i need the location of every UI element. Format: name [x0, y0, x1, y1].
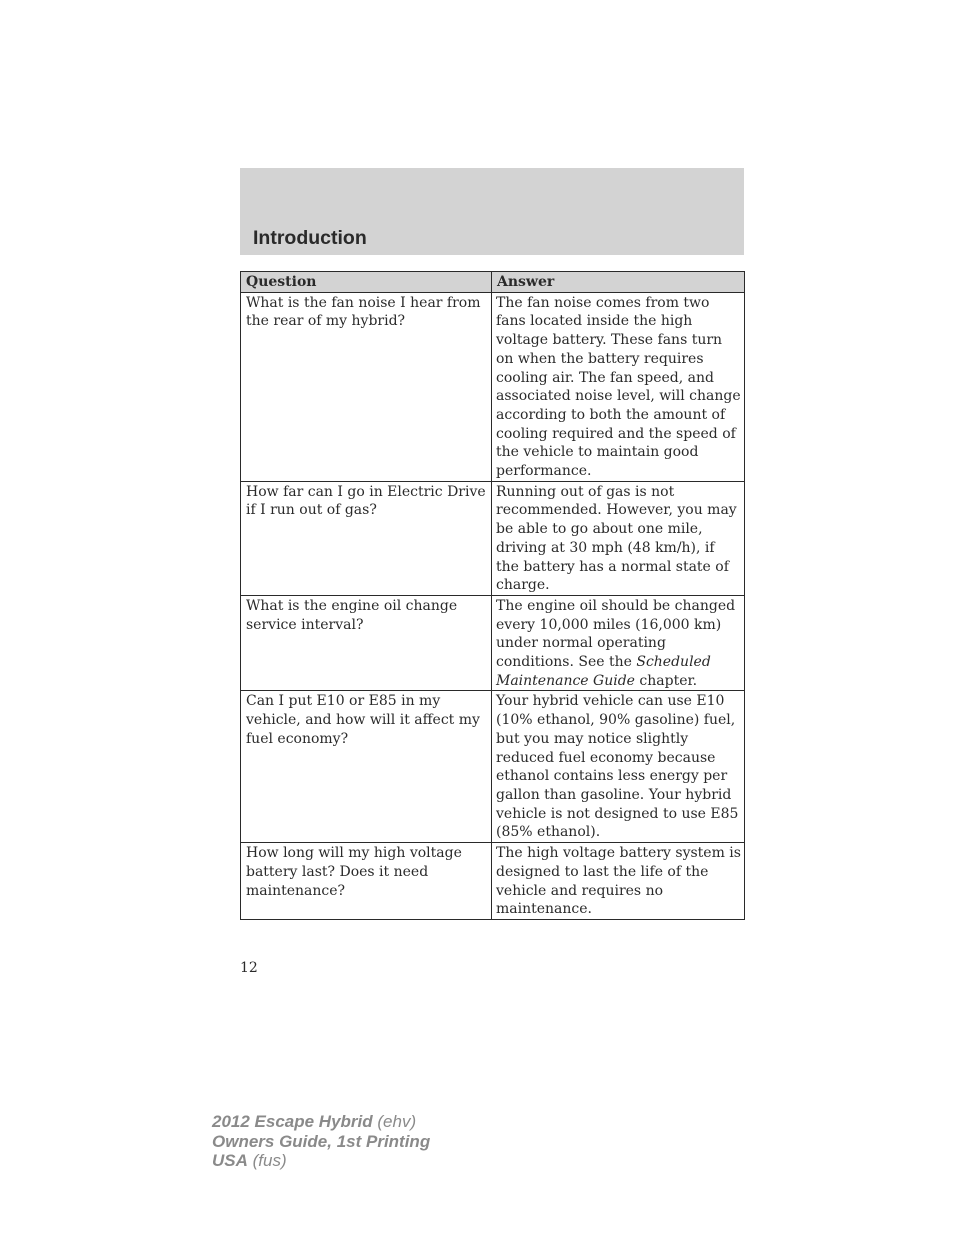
table-row — [241, 481, 745, 595]
answer-cell: Running out of gas is not recommended. However, you may be able to go about one mile, driving at 30 mph (48 km/h), if the battery has a normal state of charge. — [492, 481, 745, 595]
question-cell: What is the fan noise I hear from the rear of my hybrid? — [241, 292, 492, 481]
answer-cell: The high voltage battery system is designed to last the life of the vehicle and requires no maintenance. — [492, 843, 745, 920]
table-row — [241, 843, 745, 920]
table-row — [241, 292, 745, 481]
question-cell: How far can I go in Electric Drive if I run out of gas? — [241, 481, 492, 595]
answer-cell: Your hybrid vehicle can use E10 (10% ethanol, 90% gasoline) fuel, but you may notice slightly reduced fuel economy because ethanol contains less energy per gallon than gasoline. Your hybrid vehicle is not designed to use E85 (85% ethanol). — [492, 691, 745, 843]
footer-line-model: 2012 Escape Hybrid (ehv) — [212, 1112, 417, 1131]
document-footer — [212, 1112, 430, 1171]
table-row — [241, 691, 745, 843]
faq-table — [240, 271, 745, 920]
footer-line-guide: Owners Guide, 1st Printing — [212, 1131, 431, 1151]
answer-text-end: chapter. — [634, 672, 698, 689]
page-number: 12 — [240, 960, 258, 976]
column-header-question: Question — [241, 272, 492, 293]
answer-cell — [492, 595, 745, 691]
answer-text: The engine oil should be changed every 10,000 miles (16,000 km) under normal operating conditions. See the — [496, 597, 736, 671]
question-cell: Can I put E10 or E85 in my vehicle, and how will it affect my fuel economy? — [241, 691, 492, 843]
question-cell: How long will my high voltage battery last? Does it need maintenance? — [241, 843, 492, 920]
column-header-answer: Answer — [492, 272, 745, 293]
section-title: Introduction — [253, 227, 367, 249]
section-header-band — [240, 168, 744, 255]
table-header-row — [241, 272, 745, 293]
footer-line-region: USA (fus) — [212, 1151, 287, 1170]
question-cell: What is the engine oil change service interval? — [241, 595, 492, 691]
chapter-reference: Scheduled Maintenance Guide — [496, 654, 711, 689]
answer-cell: The fan noise comes from two fans located inside the high voltage battery. These fans turn on when the battery requires cooling air. The fan speed, and associated noise level, will change according to both the amount of cooling required and the speed of the vehicle to maintain good performance. — [492, 292, 745, 481]
table-row — [241, 595, 745, 691]
